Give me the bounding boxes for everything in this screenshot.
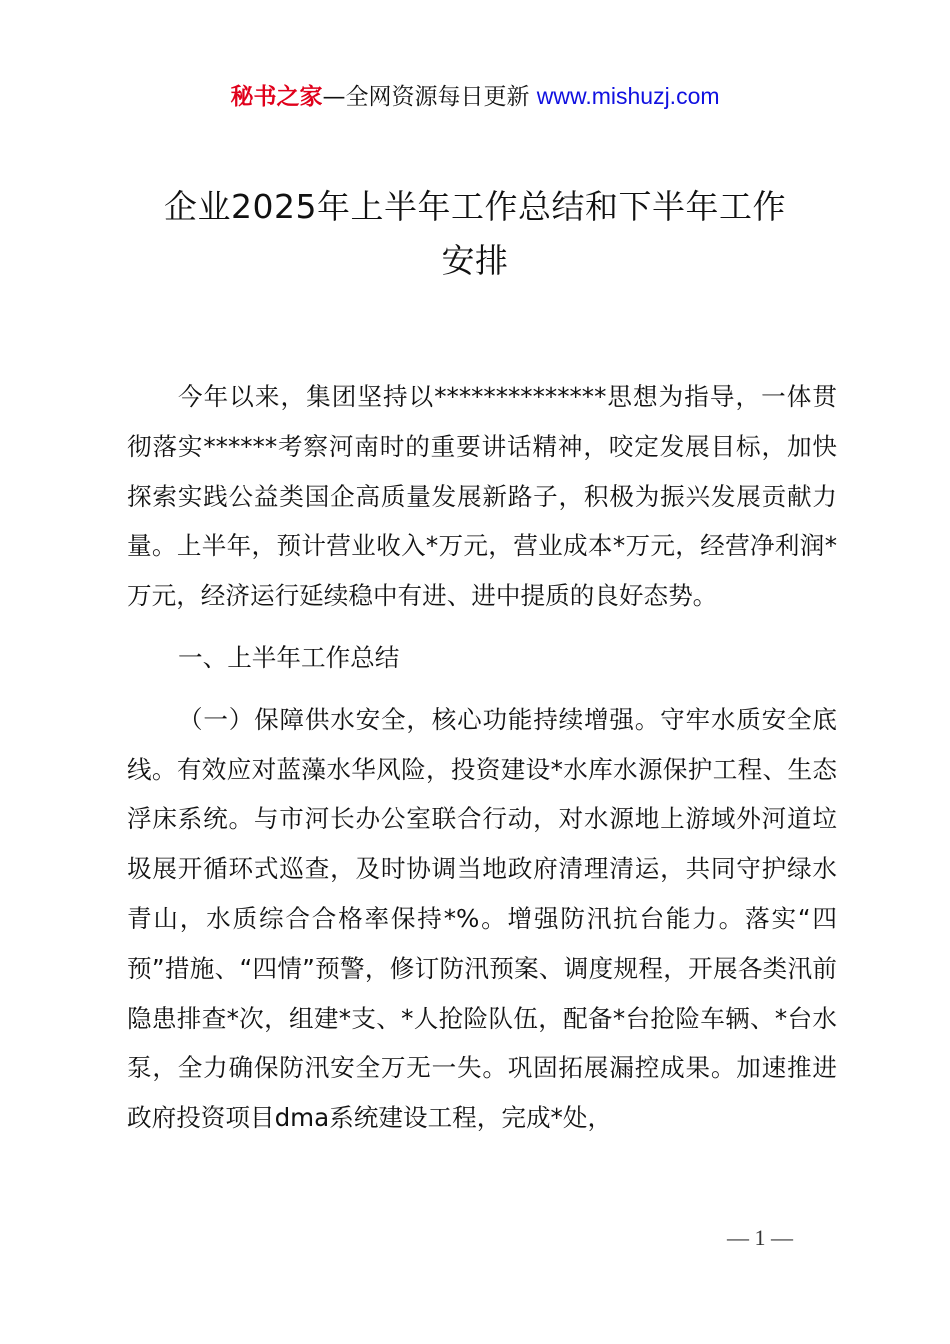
document-body bbox=[127, 372, 837, 1143]
document-title-line-1: 企业2025年上半年工作总结和下半年工作 bbox=[164, 187, 786, 226]
site-url-link[interactable]: www.mishuzj.com bbox=[536, 83, 720, 109]
site-brand-name: 秘书之家 bbox=[230, 84, 323, 110]
section-paragraph: （一）保障供水安全，核心功能持续增强。守牢水质安全底线。有效应对蓝藻水华风险，投资建设*水库水源保护工程、生态浮床系统。与市河长办公室联合行动，对水源地上游域外河道垃圾展开循环式巡查，及时协调当地政府清理清运，共同守护绿水青山，水质综合合格率保持*%。增强防汛抗台能力。落实“四预”措施、“四情”预警，修订防汛预案、调度规程，开展各类汛前隐患排查*次，组建*支、*人抢险队伍，配备*台抢险车辆、*台水泵，全力确保防汛安全万无一失。巩固拓展漏控成果。加速推进政府投资项目dma系统建设工程，完成*处， bbox=[127, 704, 837, 1133]
intro-paragraph: 今年以来，集团坚持以**************思想为指导，一体贯彻落实******考察河南时的重要讲话精神，咬定发展目标，加快探索实践公益类国企高质量发展新路子，积极为振兴发展贡献力量。上半年，预计营业收入*万元，营业成本*万元，经营净利润*万元，经济运行延续稳中有进、进中提质的良好态势。 bbox=[127, 382, 837, 611]
site-banner bbox=[0, 80, 950, 113]
site-slogan: —全网资源每日更新 bbox=[322, 84, 530, 110]
document-title-line-2: 安排 bbox=[441, 241, 509, 280]
page-number: — 1 — bbox=[727, 1225, 793, 1250]
document-title bbox=[100, 180, 850, 288]
section-heading: 一、上半年工作总结 bbox=[178, 642, 400, 672]
